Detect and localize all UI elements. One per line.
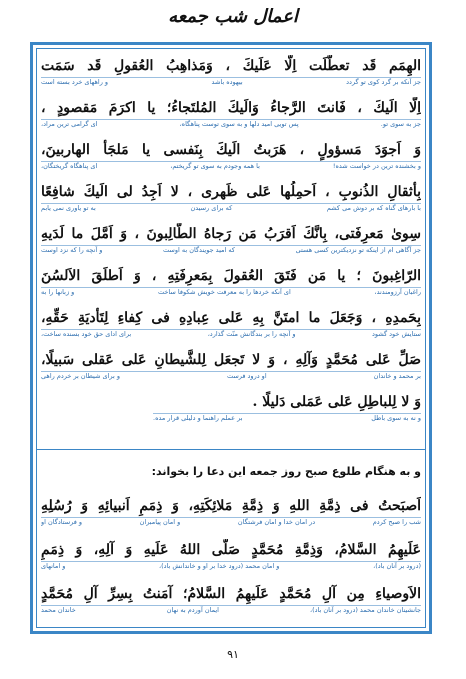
prayer-line-9 <box>153 391 421 423</box>
prayer2-line-2 <box>41 539 421 571</box>
translation-segment: که امید جویندگان به اوست <box>163 246 235 254</box>
translation-line <box>41 371 421 381</box>
arabic-text: الاَوصیاءِ مِن آلِ مُحَمَّدٍ عَلَیهِمُ السَّلامُ؛ آمَنتُ بِسِرِّ آلِ مُحَمَّدٍ <box>41 586 421 602</box>
translation-segment: جانشینان خاندان محمد (درود بر آنان باد)، <box>309 606 421 614</box>
arabic-text: سِویٰ مَعرِفَتی، بِانَّكَ اَقرَبُ مَن رَجاهُ الطّالِبونَ ، وَ اَمَّلَ ما لَدَیهِ <box>41 226 421 242</box>
translation-line <box>41 203 421 213</box>
translation-line <box>41 77 421 87</box>
translation-line <box>41 517 421 527</box>
translation-segment: راغبان آرزومندند، <box>374 288 421 296</box>
arabic-text: اِلّا الَیكَ ، فَانتَ الرَّجاءُ وَالَیكَ المُلتَجاءُ؛ یا اکرَمَ مَقصودٍ ، <box>41 100 421 116</box>
translation-segment: جز به سوی تو. <box>380 120 421 128</box>
translation-segment: و راههای خرد بسته است <box>41 78 109 86</box>
translation-line <box>41 119 421 129</box>
arabic-text: وَ اَجوَدَ مَسؤولٍ ، هَرَبتُ الَیكَ بِنَفسی یا مَلجَأَ الهاربینَ، <box>41 142 421 158</box>
translation-segment: بر عملم راهنما و دلیلی قرار مده. <box>153 414 243 422</box>
arabic-text: الرّاغِبونَ ؛ یا مَن فَتَقَ العُقولَ بِمَعرِفَتِهِ ، وَ اَطلَقَ الاَلسُنَ <box>41 268 421 284</box>
section-divider <box>37 449 425 450</box>
translation-segment: و امان پیامبران <box>139 518 181 526</box>
arabic-text: بِحَمدِهِ ، وَجَعَلَ ما امتَنَّ بِهِ عَلی عِبادِهِ فی كِفاءِ لِتَأدیَةِ حَقِّهِ، <box>41 310 421 326</box>
translation-segment: او درود فرست <box>226 372 267 380</box>
translation-segment: شب را صبح کردم <box>372 518 421 526</box>
translation-line <box>41 329 421 339</box>
translation-segment: و آنچه را بر بندگانش منّت گذارد، <box>207 330 296 338</box>
translation-segment: جز آنکه بر گرد کوی تو گردد <box>346 78 421 86</box>
translation-segment: (درود بر آنان باد)، <box>373 562 421 570</box>
translation-segment: خاندان محمد <box>41 606 76 614</box>
arabic-text: اَصبَحتُ فی ذِمَّةِ اللهِ وَ ذِمَّةِ مَلائِكَتِهِ، وَ ذِمَمِ اَنبیائِهِ وَ رُسُلِهِ <box>41 498 421 514</box>
translation-segment: ای گرامی ترین مراد، <box>41 120 98 128</box>
translation-line <box>41 161 421 171</box>
translation-segment: و برای شیطان بر خردم راهی <box>41 372 120 380</box>
translation-line <box>41 287 421 297</box>
translation-segment: با بارهای گناه که بر دوش می کشم <box>326 204 421 212</box>
content-frame <box>30 42 432 634</box>
prayer2-line-3 <box>41 583 421 615</box>
translation-segment: با همه وجودم به سوی تو گریختم، <box>170 162 260 170</box>
translation-segment: و امان محمد (درود خدا بر او و خاندانش باد)، <box>159 562 280 570</box>
translation-segment: و زبانها را به <box>41 288 75 296</box>
arabic-text: بِأثقالِ الذُنوبِ ، اَحمِلُها عَلی ظَهری ، لا اَجِدُ لی الَیكَ شافِعًا <box>41 184 421 200</box>
prayer-line-8 <box>41 349 421 381</box>
translation-segment: و نه به سوی باطل <box>371 414 421 422</box>
translation-segment: و بخشنده ترین در خواست شده! <box>332 162 421 170</box>
translation-segment: ایمان آوردم به نهان <box>166 606 219 614</box>
prayer-line-4 <box>41 181 421 213</box>
translation-segment: و آنچه را که نزد اوست <box>41 246 103 254</box>
translation-segment: بیهوده باشد <box>211 78 243 86</box>
translation-segment: ای آنکه خردها را به معرفت خویش شکوفا ساخت <box>158 288 291 296</box>
prayer-line-2 <box>41 97 421 129</box>
arabic-text: عَلَیهِمُ السَّلامُ، وَذِمَّةِ مُحَمَّدٍ صَلَّی اللهُ عَلَیهِ وَ آلِهِ، وَ ذِمَمِ <box>41 542 421 558</box>
translation-line <box>41 245 421 255</box>
translation-segment: ستایش خود گشود <box>371 330 421 338</box>
translation-segment: در امان خدا و امان فرشتگان <box>237 518 316 526</box>
prayer-line-7 <box>41 307 421 339</box>
arabic-text: الهِمَم قَد تعطَّلَت اِلّا عَلَیكَ ، وَمَذاهِبُ العُقولِ قَد سَمَت <box>41 58 421 74</box>
translation-line <box>41 561 421 571</box>
translation-segment: جز آگاهی ام از اینکه تو نزدیکترین کسی هستی <box>295 246 421 254</box>
page-number: ۹۱ <box>227 648 239 661</box>
translation-segment: و امانهای <box>41 562 66 570</box>
translation-line <box>153 413 421 423</box>
prayer-line-1 <box>41 55 421 87</box>
translation-segment: بر محمد و خاندان <box>373 372 421 380</box>
translation-segment: پس تویی امید دلها و به سوی توست پناهگاه، <box>179 120 299 128</box>
translation-segment: و فرستادگان او <box>41 518 83 526</box>
translation-segment: که برای رسیدن <box>190 204 233 212</box>
translation-segment: برای ادای حق خود بسنده ساخت، <box>41 330 132 338</box>
prayer2-line-1 <box>41 495 421 527</box>
instruction-text: و به هنگام طلوع صبح روز جمعه این دعا را بخواند: <box>151 465 421 478</box>
arabic-text: صَلِّ عَلی مُحَمَّدٍ وَآلِهِ ، وَ لا تَجعَل لِلشَّیطانِ عَلی عَقلی سَبیلًا، <box>41 352 421 368</box>
translation-segment: به تو یاوری نمی یابم <box>41 204 96 212</box>
translation-line <box>41 605 421 615</box>
instruction-line <box>41 463 421 481</box>
prayer-line-6 <box>41 265 421 297</box>
arabic-text: وَ لا لِلباطِلِ عَلی عَمَلی دَلیلًا . <box>252 394 421 410</box>
prayer-line-3 <box>41 139 421 171</box>
prayer-line-5 <box>41 223 421 255</box>
translation-segment: ای پناهگاه گریختگان، <box>41 162 98 170</box>
page-header-title: اعمال شب جمعه <box>168 6 298 27</box>
